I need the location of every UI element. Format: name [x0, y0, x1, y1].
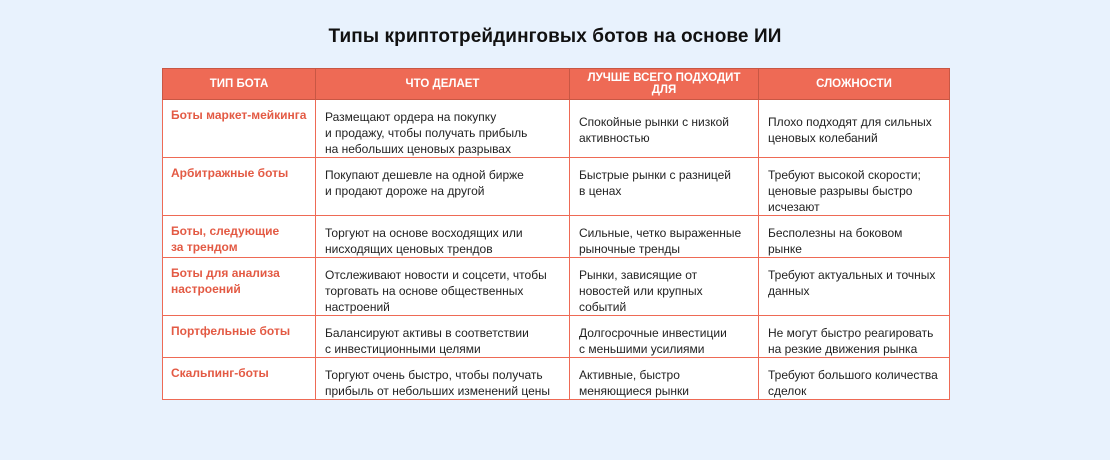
header-what-it-does: ЧТО ДЕЛАЕТ [316, 69, 570, 100]
what-it-does-cell: Балансируют активы в соответствии с инвестиционными целями [316, 316, 570, 358]
best-for-cell: Активные, быстро меняющиеся рынки [570, 358, 759, 400]
best-for-cell: Долгосрочные инвестиции с меньшими усилиями [570, 316, 759, 358]
bot-type-cell: Портфельные боты [163, 316, 316, 358]
best-for-cell: Спокойные рынки с низкой активностью [570, 100, 759, 158]
what-it-does-cell: Размещают ордера на покупку и продажу, чтобы получать прибыль на небольших ценовых разрывах [316, 100, 570, 158]
table-row [163, 316, 950, 358]
what-it-does-cell: Торгуют очень быстро, чтобы получать прибыль от небольших изменений цены [316, 358, 570, 400]
best-for-cell: Сильные, четко выраженные рыночные тренды [570, 216, 759, 258]
challenges-cell: Требуют высокой скорости; ценовые разрывы быстро исчезают [759, 158, 950, 216]
challenges-cell: Требуют актуальных и точных данных [759, 258, 950, 316]
page-title: Типы криптотрейдинговых ботов на основе ИИ [328, 26, 782, 47]
header-challenges: СЛОЖНОСТИ [759, 69, 950, 100]
challenges-cell: Требуют большого количества сделок [759, 358, 950, 400]
bot-type-cell: Арбитражные боты [163, 158, 316, 216]
what-it-does-cell: Покупают дешевле на одной бирже и продают дороже на другой [316, 158, 570, 216]
header-bot-type: ТИП БОТА [163, 69, 316, 100]
bot-type-cell: Боты для анализа настроений [163, 258, 316, 316]
bot-type-cell: Боты, следующие за трендом [163, 216, 316, 258]
table-row [163, 258, 950, 316]
bot-types-table [162, 68, 950, 400]
bot-type-cell: Боты маркет-мейкинга [163, 100, 316, 158]
bot-type-cell: Скальпинг-боты [163, 358, 316, 400]
table-row [163, 358, 950, 400]
table-row [163, 216, 950, 258]
table-row [163, 100, 950, 158]
challenges-cell: Плохо подходят для сильных ценовых колебаний [759, 100, 950, 158]
table-header-row [163, 69, 950, 100]
table-row [163, 158, 950, 216]
challenges-cell: Бесполезны на боковом рынке [759, 216, 950, 258]
what-it-does-cell: Торгуют на основе восходящих или нисходящих ценовых трендов [316, 216, 570, 258]
what-it-does-cell: Отслеживают новости и соцсети, чтобы торговать на основе общественных настроений [316, 258, 570, 316]
best-for-cell: Быстрые рынки с разницей в ценах [570, 158, 759, 216]
header-best-for: ЛУЧШЕ ВСЕГО ПОДХОДИТ ДЛЯ [570, 69, 759, 100]
challenges-cell: Не могут быстро реагировать на резкие движения рынка [759, 316, 950, 358]
best-for-cell: Рынки, зависящие от новостей или крупных событий [570, 258, 759, 316]
